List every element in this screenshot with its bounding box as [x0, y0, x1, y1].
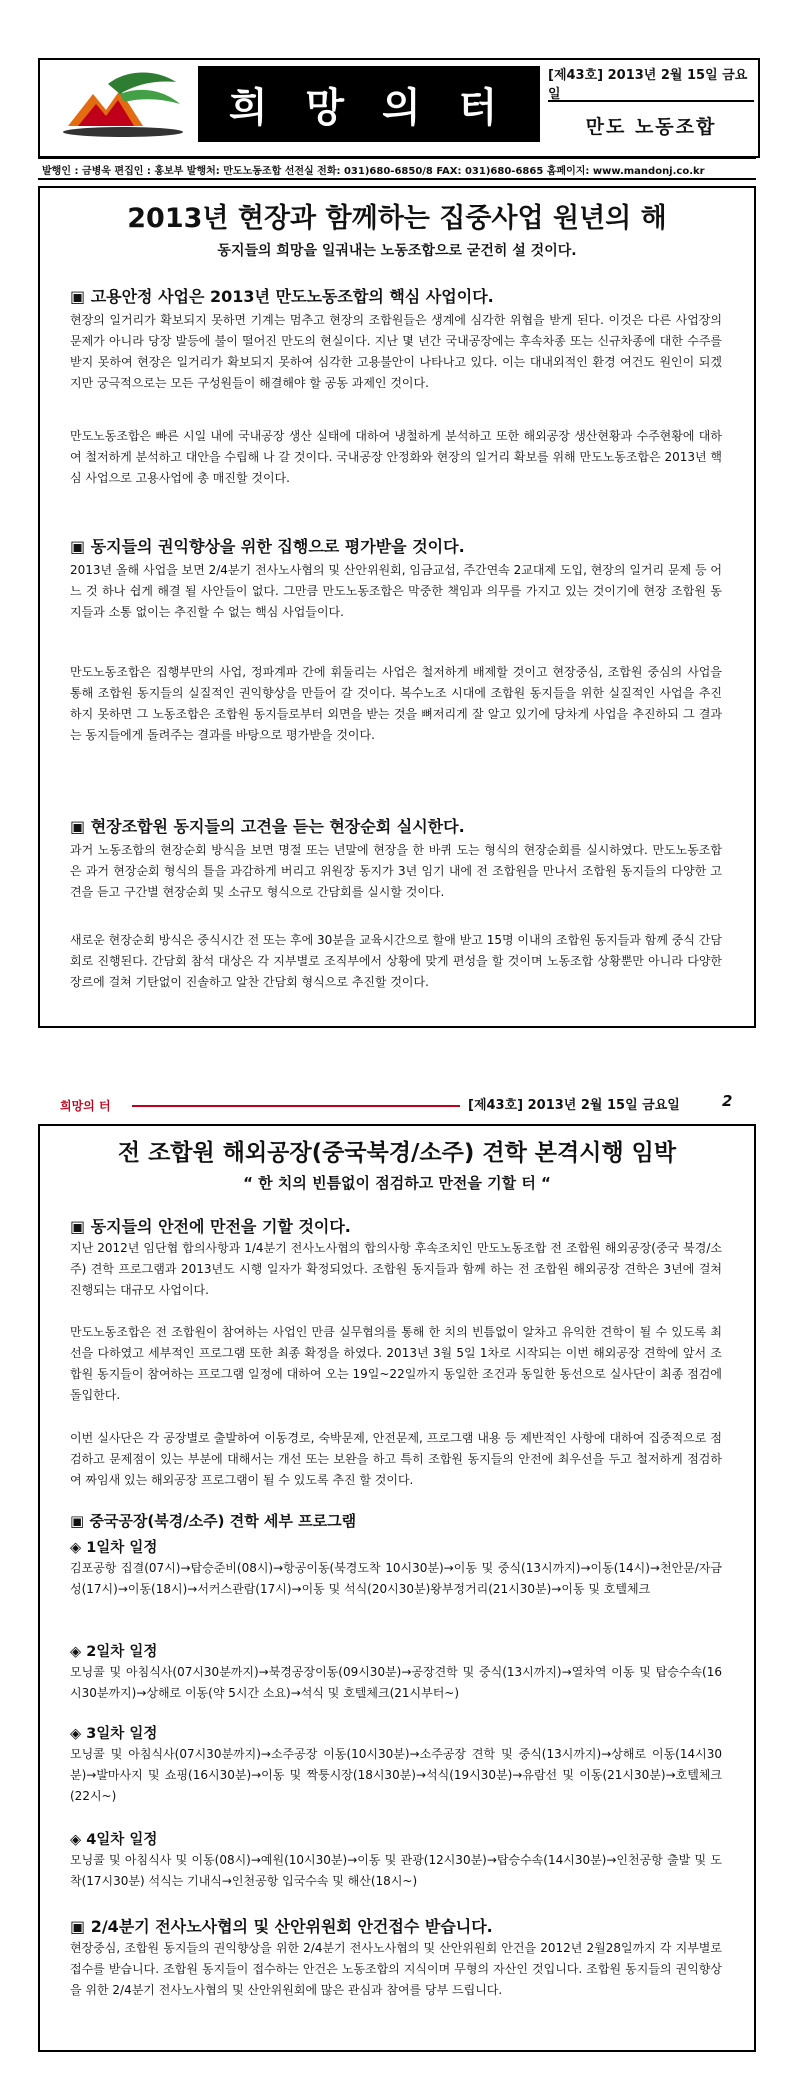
- day-3-title: ◈ 3일차 일정: [70, 1726, 158, 1742]
- union-logo: [48, 64, 198, 142]
- publisher-rule: [38, 178, 756, 180]
- section-heading: ▣ 동지들의 권익향상을 위한 집행으로 평가받을 것이다.: [70, 537, 465, 556]
- paragraph: 만도노동조합은 집행부만의 사업, 정파계파 간에 휘둘리는 사업은 철저하게 배제할 것이고 현장중심, 조합원 중심의 사업을 통해 조합원 동지들의 실질적인 권익향상을 만들어 갈 것이다. 복수노조 시대에 조합원 동지들을 위한 실질적인 사업을 추진하지 못하면 그 노동조합은 조합원 동지들로부터 외면을 받는 것을 뼈저리게 잘 알고 있기에 당차게 사업을 추진하되 그 결과는 동지들에게 돌려주는 결과를 바탕으로 평가받을 것이다.: [70, 665, 722, 742]
- article-1: [38, 186, 756, 1028]
- day-2-text: 모닝콜 및 아침식사(07시30분까지)→북경공장이동(09시30분)→공장견학 및 중식(13시까지)→열차역 이동 및 탑승수속(16시30분까지)→상해로 이동(약 5시간 소요)→석식 및 호텔체크(21시부터~): [70, 1665, 722, 1700]
- article-2-subheadline: “ 한 치의 빈틈없이 점검하고 만전을 기할 터 “: [243, 1174, 551, 1192]
- paragraph: 과거 노동조합의 현장순회 방식을 보면 명절 또는 년말에 현장을 한 바퀴 도는 형식의 현장순회를 실시하였다. 만도노동조합은 과거 현장순회 형식의 틀을 과감하게 버리고 위원장 동지가 3년 임기 내에 전 조합원을 만나서 조합원 동지들의 다양한 고견을 듣고 구간별 현장순회 및 소규모 형식으로 간담회를 실시할 것이다.: [70, 843, 722, 899]
- day-4-title: ◈ 4일차 일정: [70, 1832, 158, 1848]
- article-2: [38, 1124, 756, 2052]
- section-heading: ▣ 현장조합원 동지들의 고견을 듣는 현장순회 실시한다.: [70, 817, 465, 836]
- day-1-title: ◈ 1일차 일정: [70, 1540, 158, 1556]
- issue-info: [제43호] 2013년 2월 15일 금요일: [548, 66, 754, 102]
- publisher-line: 발행인 : 금병욱 편집인 : 홍보부 발행처: 만도노동조합 선전실 전화: 031)680-6850/8 FAX: 031)680-6865 홈페이지: www.mandonj.co.kr: [42, 166, 705, 177]
- paragraph: 이번 실사단은 각 공장별로 출발하여 이동경로, 숙박문제, 안전문제, 프로그램 내용 등 제반적인 사항에 대하여 집중적으로 점검하고 문제점이 있는 부분에 대해서는 개선 또는 보완을 하고 특히 조합원 동지들의 안전에 최우선을 두고 철저하게 점검하여 짜임새 있는 해외공장 프로그램이 될 수 있도록 추진 할 것이다.: [70, 1431, 722, 1487]
- day-1-text: 김포공항 집결(07시)→탑승준비(08시)→항공이동(북경도착 10시30분)→이동 및 중식(13시까지)→이동(14시)→천안문/자금성(17시)→이동(18시)→서커스관람(17시)→이동 및 석식(20시30분)왕부정거리(21시30분)→이동 및 호텔체크: [70, 1561, 722, 1596]
- newsletter-title: 희 망 의 터: [228, 83, 510, 131]
- section-heading: ▣ 2/4분기 전사노사협의 및 산안위원회 안건접수 받습니다.: [70, 1917, 493, 1936]
- masthead-rule: [38, 156, 756, 159]
- newsletter-title-box: [198, 66, 540, 142]
- masthead: [38, 58, 760, 158]
- paragraph: 현장중심, 조합원 동지들의 권익향상을 위한 2/4분기 전사노사협의 및 산안위원회 안건을 2012년 2월28일까지 각 지부별로 접수를 받습니다. 조합원 동지들이 접수하는 안건은 노동조합의 지식이며 무형의 자산인 것입니다. 조합원 동지들의 권익향상을 위한 2/4분기 전사노사협의 및 산안위원회에 많은 관심과 참여를 당부 드립니다.: [70, 1941, 722, 1997]
- page-2-header-rule: [132, 1105, 460, 1107]
- union-name: 만도 노동조합: [585, 115, 717, 138]
- paragraph: 새로운 현장순회 방식은 중식시간 전 또는 후에 30분을 교육시간으로 할애 받고 15명 이내의 조합원 동지들과 함께 중식 간담회로 진행된다. 간담회 참석 대상은 각 지부별로 조직부에서 상황에 맞게 편성을 할 것이며 노동조합 상황뿐만 아니라 다양한 장르에 걸쳐 기탄없이 진솔하고 알찬 간담회 형식으로 추진할 것이다.: [70, 933, 722, 989]
- program-heading: ▣ 중국공장(북경/소주) 견학 세부 프로그램: [70, 1512, 357, 1530]
- article-1-headline: 2013년 현장과 함께하는 집중사업 원년의 해: [127, 203, 667, 234]
- logo-icon: [48, 64, 198, 142]
- section-heading: ▣ 고용안정 사업은 2013년 만도노동조합의 핵심 사업이다.: [70, 287, 494, 306]
- paragraph: 2013년 올해 사업을 보면 2/4분기 전사노사협의 및 산안위원회, 임금교섭, 주간연속 2교대제 도입, 현장의 일거리 문제 등 어느 것 하나 쉽게 해결 될 사안들이 없다. 그만큼 만도노동조합은 막중한 책임과 의무를 가지고 있는 것이기에 현장 조합원 동지들과 소통 없이는 추진할 수 없는 핵심 사업들이다.: [70, 563, 722, 619]
- paragraph: 만도노동조합은 빠른 시일 내에 국내공장 생산 실태에 대하여 냉철하게 분석하고 또한 해외공장 생산현황과 수주현황에 대하여 철저하게 분석하고 대안을 수립해 나 갈 것이다. 국내공장 안정화와 현장의 일거리 확보를 위해 만도노동조합은 2013년 핵심 사업으로 고용사업에 총 매진할 것이다.: [70, 429, 722, 485]
- paragraph: 현장의 일거리가 확보되지 못하면 기계는 멈추고 현장의 조합원들은 생계에 심각한 위협을 받게 된다. 이것은 다른 사업장의 문제가 아니라 당장 발등에 불이 떨어진 만도의 현실이다. 지난 몇 년간 국내공장에는 후속차종 또는 신규차종에 대한 수주를 받지 못하여 현장은 일거리가 확보되지 못하여 심각한 고용불안이 나타나고 있다. 이는 대내외적인 환경 여건도 원인이 되겠지만 궁극적으로는 모든 구성원들이 해결해야 할 공동 과제인 것이다.: [70, 313, 722, 390]
- day-2-title: ◈ 2일차 일정: [70, 1644, 158, 1660]
- section-heading: ▣ 동지들의 안전에 만전을 기할 것이다.: [70, 1217, 351, 1236]
- paragraph: 지난 2012년 임단협 합의사항과 1/4분기 전사노사협의 합의사항 후속조치인 만도노동조합 전 조합원 해외공장(중국 북경/소주) 견학 프로그램과 2013년도 시행 일자가 확정되었다. 조합원 동지들과 함께 하는 전 조합원 해외공장 견학은 3년에 걸쳐 진행되는 대규모 사업이다.: [70, 1241, 722, 1297]
- day-4-text: 모닝콜 및 아침식사 및 이동(08시)→예원(10시30분)→이동 및 관광(12시30분)→탑승수속(14시30분)→인천공항 출발 및 도착(17시30분) 석식는 기내식→인천공항 입국수속 및 해산(18시~): [70, 1853, 722, 1888]
- paragraph: 만도노동조합은 전 조합원이 참여하는 사업인 만큼 실무협의를 통해 한 치의 빈틈없이 알차고 유익한 견학이 될 수 있도록 최선을 다하였고 세부적인 프로그램 또한 최종 확정을 하였다. 2013년 3월 5일 1차로 시작되는 이번 해외공장 견학에 앞서 조합원 동지들이 참여하는 프로그램 일정에 대하여 오는 19일~22일까지 동일한 조건과 동일한 동선으로 실사단이 최종 점검에 돌입한다.: [70, 1325, 722, 1402]
- page-2-issue: [제43호] 2013년 2월 15일 금요일: [468, 1098, 680, 1113]
- article-1-subheadline: 동지들의 희망을 일궈내는 노동조합으로 굳건히 설 것이다.: [217, 243, 577, 259]
- article-2-headline: 전 조합원 해외공장(중국북경/소주) 견학 본격시행 임박: [117, 1140, 677, 1166]
- page-number: 2: [722, 1092, 733, 1110]
- page-2-brand: 희망의 터: [60, 1099, 111, 1113]
- day-3-text: 모닝콜 및 아침식사(07시30분까지)→소주공장 이동(10시30분)→소주공장 견학 및 중식(13시까지)→상해로 이동(14시30분)→발마사지 및 쇼핑(16시30분)→이동 및 짝퉁시장(18시30분)→석식(19시30분)→유람선 및 이동(21시30분)→호텔체크(22시~): [70, 1747, 722, 1803]
